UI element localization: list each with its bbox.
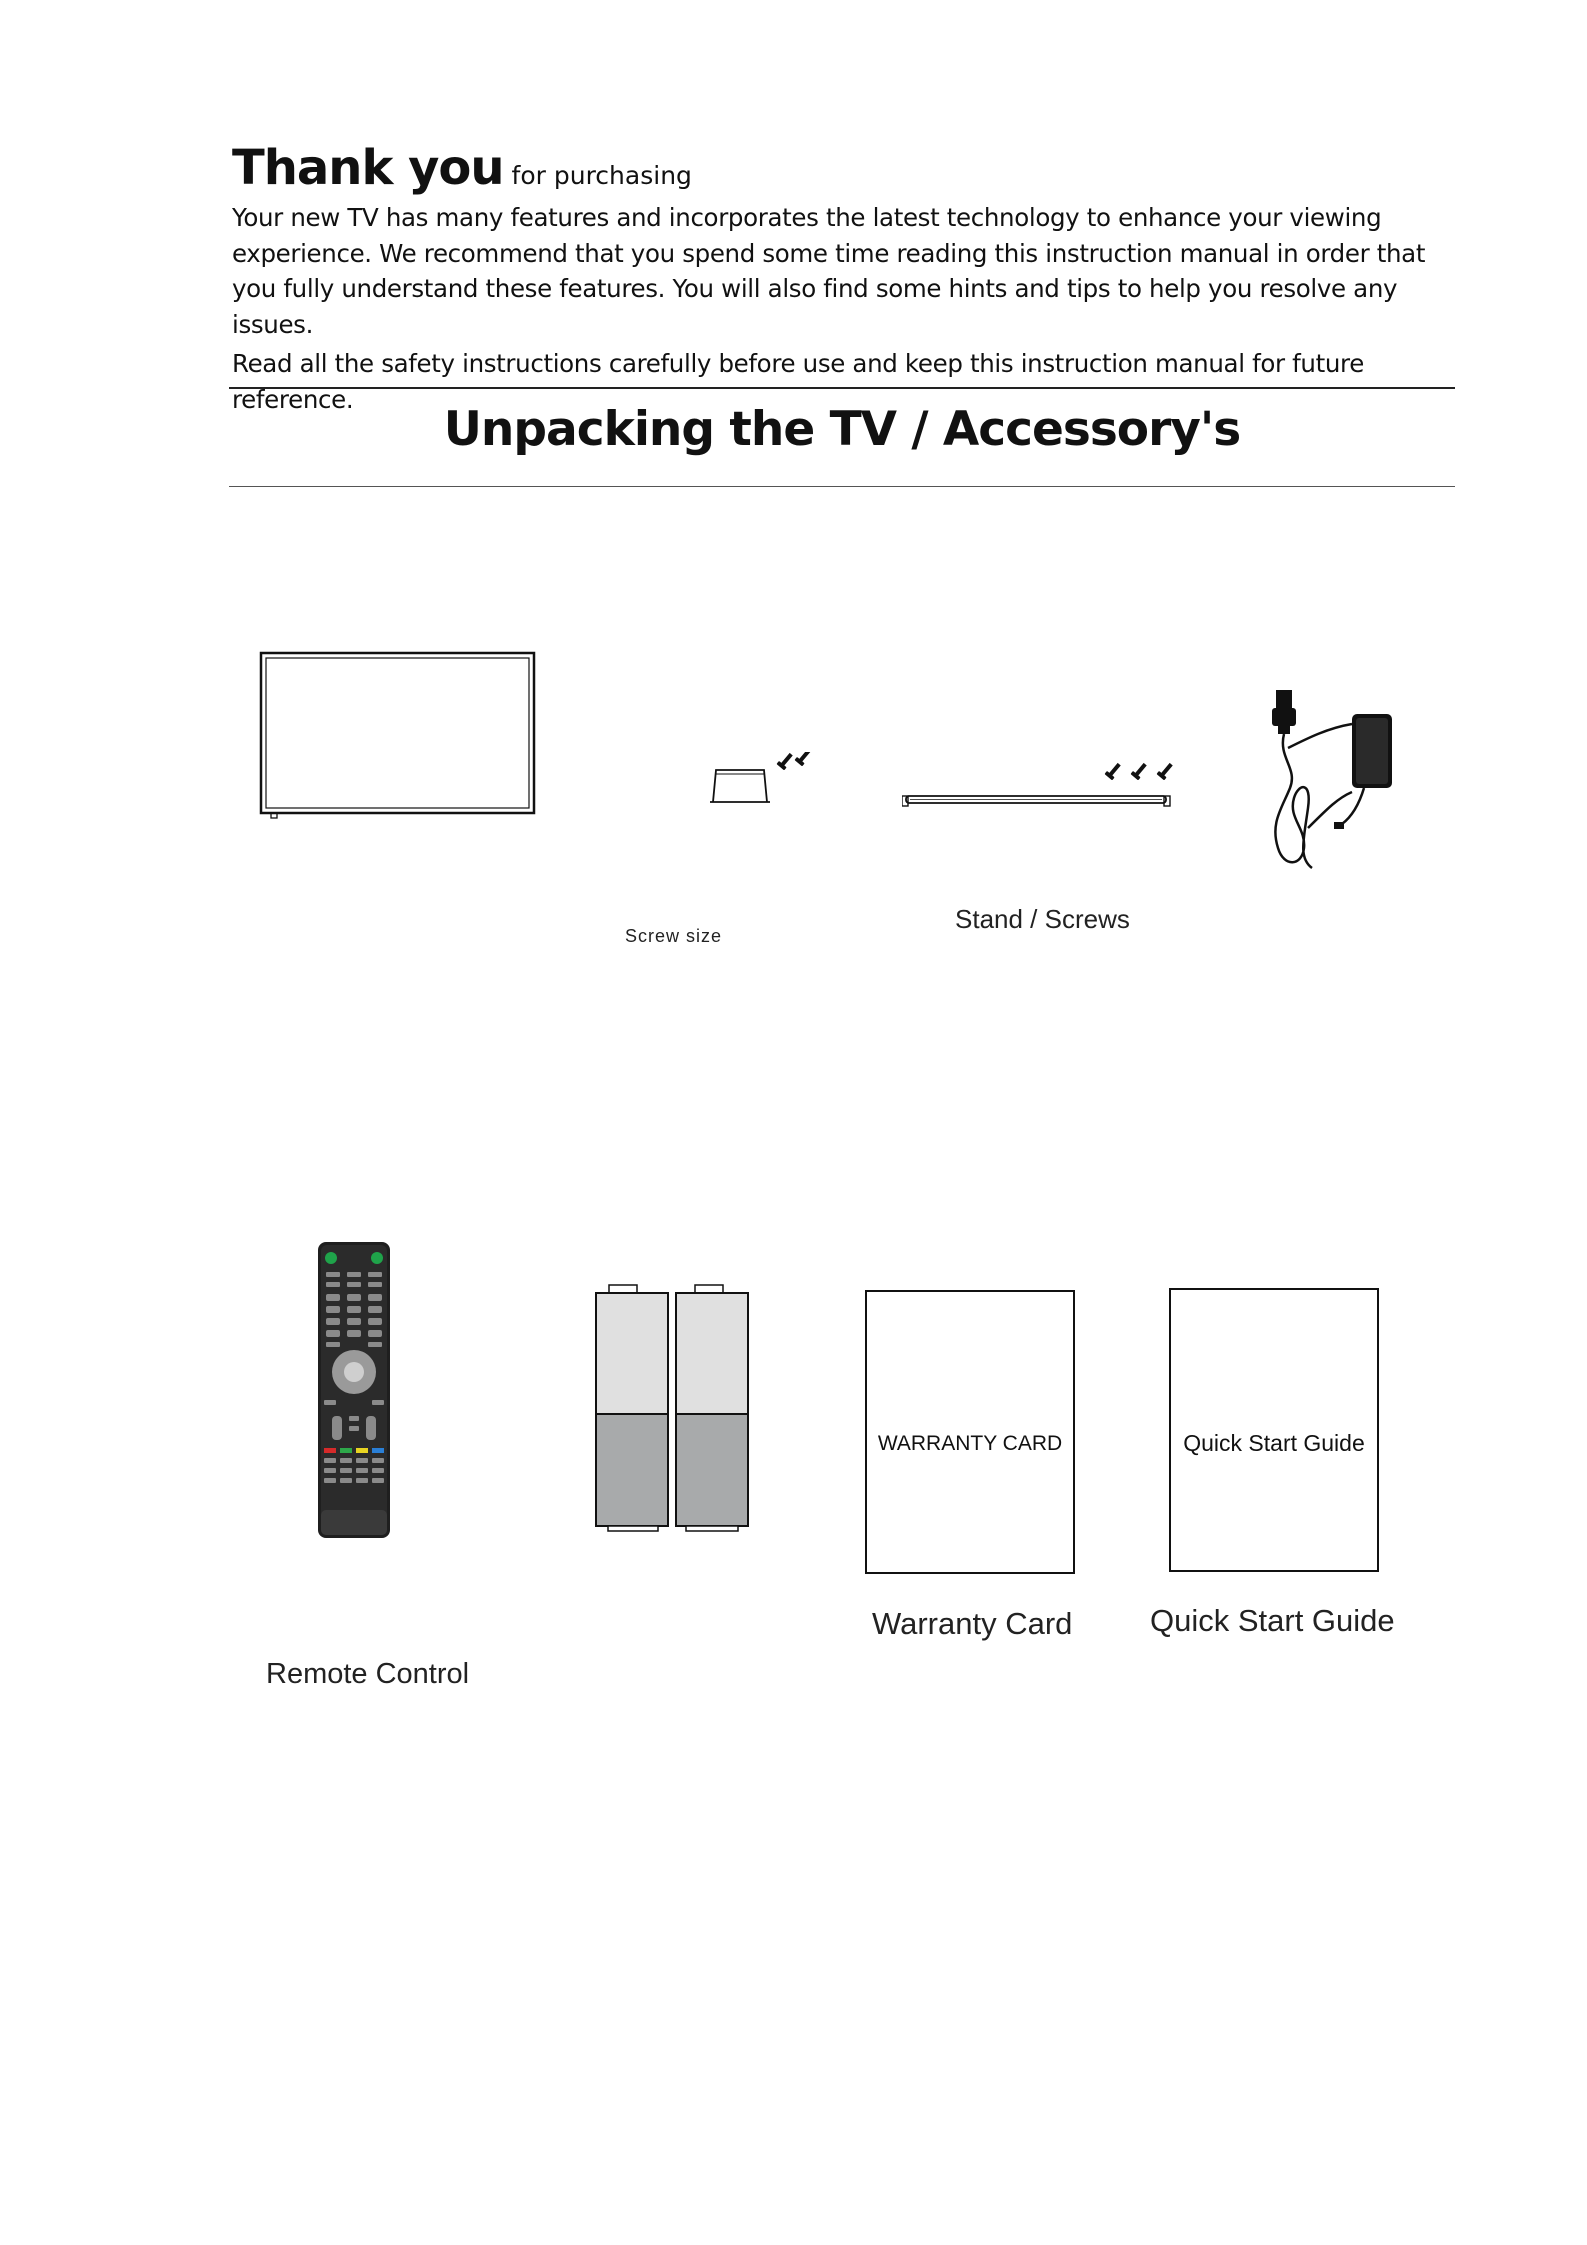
batteries-icon [594, 1282, 754, 1537]
for-purchasing-text: for purchasing [511, 161, 692, 190]
screw-icon [776, 752, 795, 770]
thank-you-heading [232, 140, 692, 196]
warranty-card-label: WARRANTY CARD [877, 1432, 1063, 1455]
warranty-card-caption: Warranty Card [872, 1606, 1073, 1641]
warranty-card-icon [865, 1290, 1075, 1574]
battery-icon [676, 1285, 748, 1531]
remote-control-icon [316, 1240, 392, 1547]
intro-paragraph-1: Your new TV has many features and incorporates the latest technology to enhance your viewing experience. We recommend that you spend some time reading this instruction manual in order that you fully understand these features. You will also find some hints and tips to help you resolve any issues. [232, 203, 1426, 339]
thank-you-text: Thank you [232, 140, 504, 196]
quick-start-guide-caption: Quick Start Guide [1150, 1603, 1395, 1638]
remote-control-caption: Remote Control [266, 1658, 470, 1690]
section-title: Unpacking the TV / Accessory's [443, 402, 1241, 457]
quick-start-guide-label: Quick Start Guide [1183, 1430, 1365, 1456]
screw-icon [1130, 761, 1149, 780]
intro-paragraph-2: Read all the safety instructions carefully before use and keep this instruction manual for future reference. [232, 349, 1364, 414]
section-rule-bottom [229, 486, 1455, 487]
screw-size-caption: Screw size [625, 926, 723, 946]
battery-icon [596, 1285, 668, 1531]
tv-icon [258, 650, 538, 827]
stand-screws-caption: Stand / Screws [955, 904, 1130, 934]
quick-start-guide-icon [1169, 1288, 1379, 1572]
screw-icon [1156, 761, 1175, 780]
screw-icon [794, 752, 813, 766]
bracket-icon [710, 770, 770, 802]
section-rule-top [229, 387, 1455, 389]
screw-size-diagram [710, 752, 840, 813]
screw-icon [1104, 761, 1123, 780]
stand-icon [902, 756, 1192, 817]
intro-text [232, 200, 1462, 417]
power-adapter-icon [1268, 688, 1418, 883]
